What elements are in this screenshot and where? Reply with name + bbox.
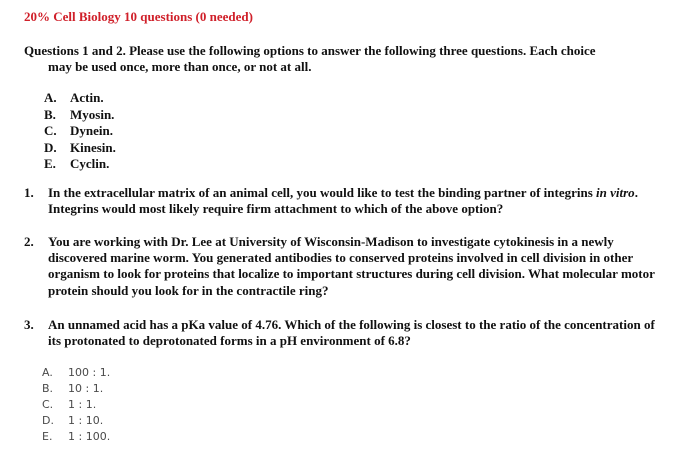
option-letter: D. bbox=[44, 139, 57, 155]
answer-choices bbox=[42, 365, 110, 445]
option-item bbox=[44, 156, 116, 173]
option-letter: B. bbox=[44, 106, 56, 122]
question-3 bbox=[24, 317, 664, 349]
answer-choice[interactable] bbox=[42, 397, 110, 413]
answer-letter: C. bbox=[42, 398, 54, 411]
option-item bbox=[44, 90, 116, 107]
question-text-part: . Integrins would most likely require firm attachment to which of the above option? bbox=[48, 185, 638, 217]
question-text-part: In the extracellular matrix of an animal cell, you would like to test the binding partner of integrins bbox=[48, 185, 597, 200]
question-1 bbox=[24, 185, 664, 217]
option-letter: E. bbox=[44, 156, 56, 171]
option-item bbox=[44, 123, 116, 140]
question-text bbox=[48, 185, 664, 217]
answer-choice[interactable] bbox=[42, 365, 110, 381]
question-text: An unnamed acid has a pKa value of 4.76. Which of the following is closest to the ratio of the concentration of its protonated to deprotonated forms in a pH environment of 6.8? bbox=[48, 317, 655, 349]
option-text: Dynein. bbox=[70, 123, 113, 138]
question-2 bbox=[24, 234, 664, 299]
answer-text: 10 : 1. bbox=[68, 382, 104, 395]
option-letter: A. bbox=[44, 90, 57, 105]
option-item bbox=[44, 140, 116, 157]
question-number: 2. bbox=[24, 234, 34, 249]
option-text: Cyclin. bbox=[70, 156, 110, 171]
answer-letter: D. bbox=[42, 414, 54, 427]
answer-letter: E. bbox=[42, 430, 53, 443]
answer-text: 1 : 10. bbox=[68, 414, 104, 427]
answer-text: 100 : 1. bbox=[68, 366, 111, 379]
answer-text: 1 : 100. bbox=[68, 430, 111, 443]
answer-choice[interactable] bbox=[42, 413, 110, 429]
option-list bbox=[44, 90, 116, 173]
answer-letter: A. bbox=[42, 366, 53, 379]
option-letter: C. bbox=[44, 123, 57, 138]
answer-choice[interactable] bbox=[42, 381, 110, 397]
answer-letter: B. bbox=[42, 382, 54, 395]
option-text: Myosin. bbox=[70, 106, 115, 122]
instructions bbox=[24, 43, 672, 75]
option-item bbox=[44, 107, 116, 124]
page-title: 20% Cell Biology 10 questions (0 needed) bbox=[24, 9, 253, 24]
question-italic-term: in vitro bbox=[596, 185, 635, 200]
question-number: 1. bbox=[24, 185, 34, 200]
instructions-line-1: Questions 1 and 2. Please use the following options to answer the following three questions. Each choice bbox=[24, 43, 596, 58]
answer-text: 1 : 1. bbox=[68, 398, 97, 411]
option-text: Actin. bbox=[70, 90, 104, 105]
question-number: 3. bbox=[24, 317, 34, 332]
answer-choice[interactable] bbox=[42, 429, 110, 445]
option-text: Kinesin. bbox=[70, 139, 116, 155]
question-text: You are working with Dr. Lee at University of Wisconsin-Madison to investigate cytokinesis in a newly discovered marine worm. You generated antibodies to conserved proteins involved in cell division in other organism to look for proteins that localize to important structures during cell division. What molecular motor protein should you look for in the contractile ring? bbox=[48, 234, 655, 298]
instructions-line-2: may be used once, more than once, or not at all. bbox=[48, 59, 312, 74]
